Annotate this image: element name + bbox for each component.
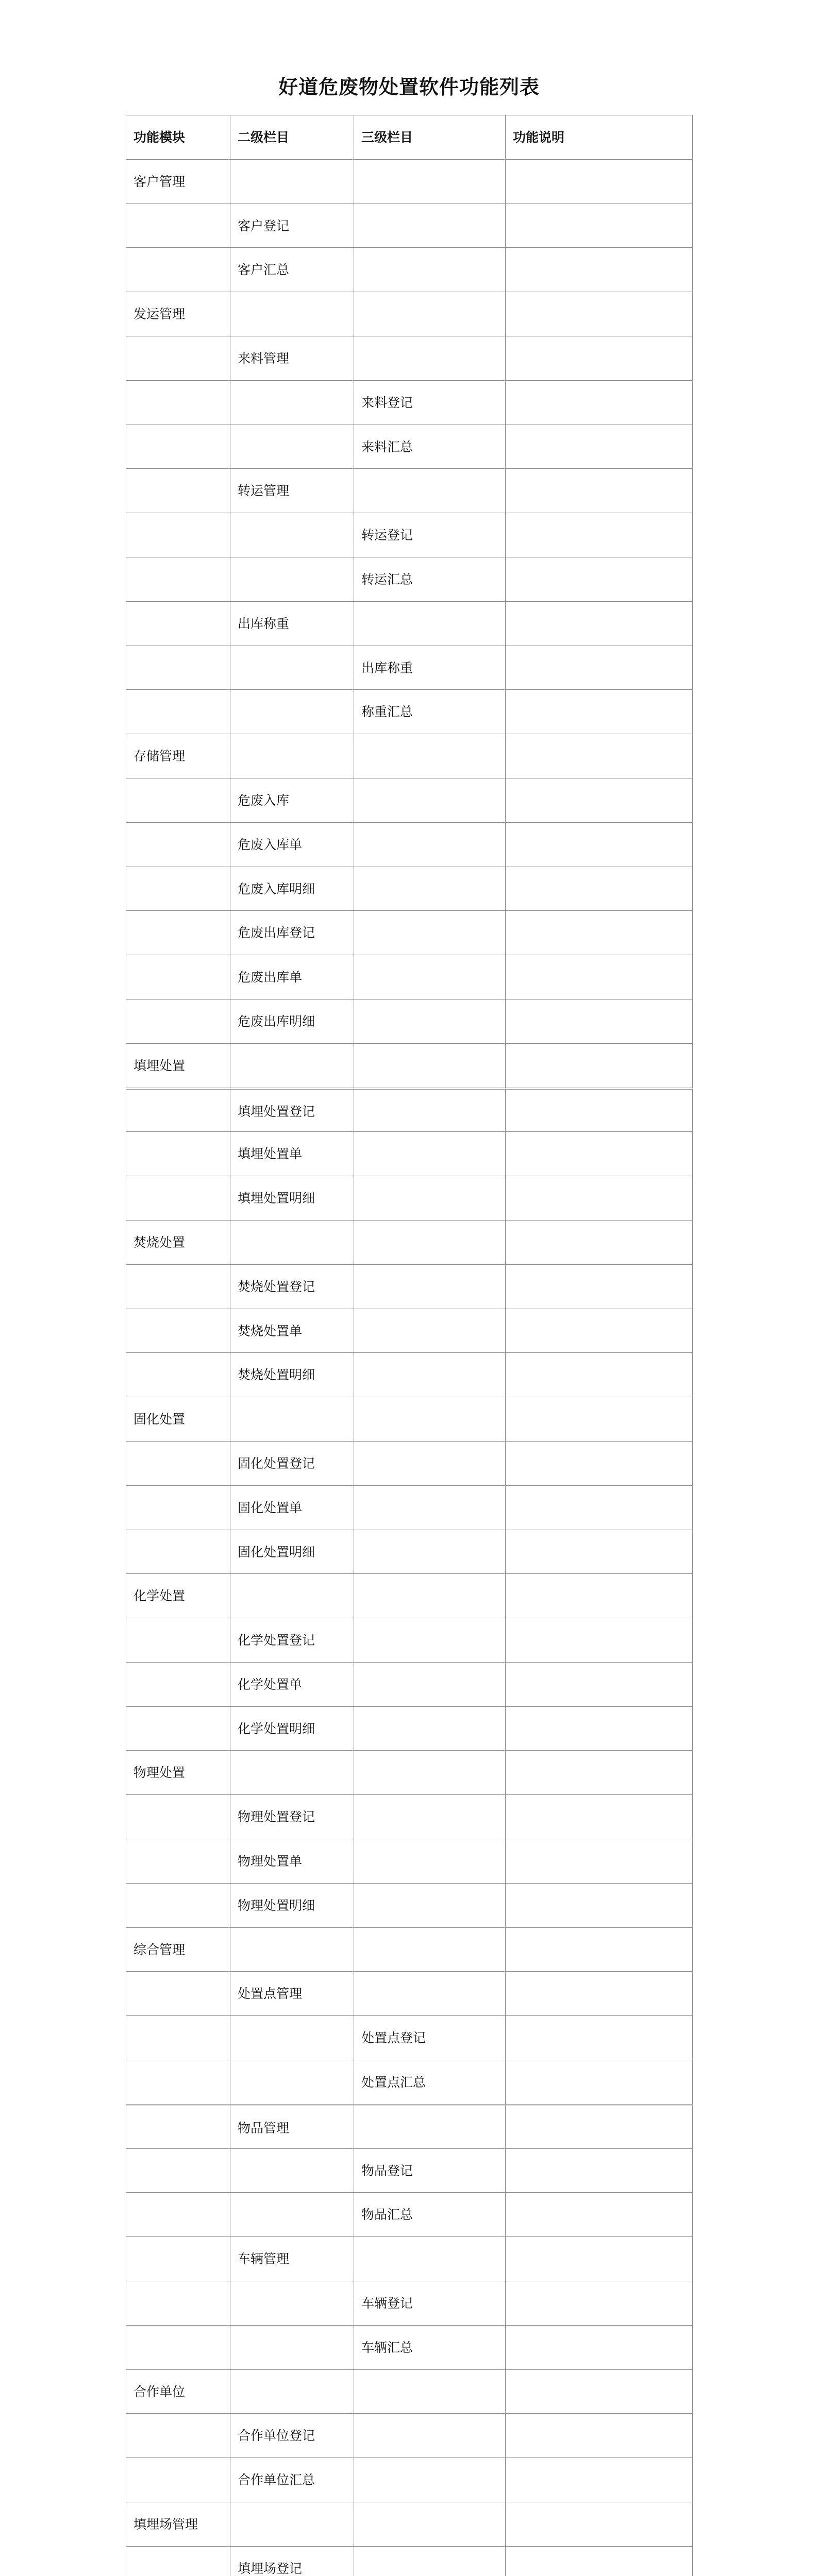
- cell-secondary-section: 危废入库明细: [230, 867, 354, 911]
- cell-tertiary-section: [354, 778, 505, 822]
- table-row: [126, 1220, 693, 1264]
- cell-function-description: [505, 1043, 693, 1088]
- cell-tertiary-section: 出库称重: [354, 646, 505, 690]
- cell-function-description: [505, 1618, 693, 1662]
- cell-function-description: [505, 1530, 693, 1574]
- cell-function-description: [505, 1485, 693, 1530]
- cell-function-module: [126, 380, 230, 425]
- cell-secondary-section: 物品管理: [230, 2104, 354, 2148]
- cell-function-description: [505, 204, 693, 248]
- cell-function-module: 填埋处置: [126, 1043, 230, 1088]
- cell-secondary-section: [230, 2281, 354, 2325]
- cell-secondary-section: 危废入库: [230, 778, 354, 822]
- cell-function-module: 合作单位: [126, 2369, 230, 2414]
- cell-function-module: [126, 2015, 230, 2060]
- cell-secondary-section: 填埋处置登记: [230, 1088, 354, 1132]
- cell-function-module: 存储管理: [126, 734, 230, 778]
- table-row: [126, 910, 693, 955]
- cell-function-description: [505, 1131, 693, 1176]
- cell-function-description: [505, 557, 693, 601]
- cell-secondary-section: [230, 2502, 354, 2546]
- cell-function-description: [505, 2015, 693, 2060]
- cell-function-module: [126, 1883, 230, 1927]
- cell-function-module: [126, 513, 230, 557]
- cell-tertiary-section: [354, 336, 505, 380]
- cell-secondary-section: 化学处置登记: [230, 1618, 354, 1662]
- cell-function-description: [505, 2104, 693, 2148]
- cell-function-module: [126, 2546, 230, 2576]
- cell-tertiary-section: [354, 1309, 505, 1353]
- cell-secondary-section: 固化处置明细: [230, 1530, 354, 1574]
- cell-secondary-section: [230, 557, 354, 601]
- cell-function-module: [126, 1530, 230, 1574]
- cell-secondary-section: [230, 513, 354, 557]
- cell-function-description: [505, 601, 693, 646]
- cell-function-module: [126, 689, 230, 734]
- cell-function-description: [505, 1662, 693, 1706]
- cell-secondary-section: 填埋处置明细: [230, 1176, 354, 1220]
- table-row: [126, 1618, 693, 1662]
- cell-function-module: [126, 1352, 230, 1397]
- cell-secondary-section: [230, 292, 354, 336]
- table-row: [126, 1662, 693, 1706]
- cell-function-module: [126, 955, 230, 999]
- cell-function-description: [505, 513, 693, 557]
- table-row: [126, 468, 693, 513]
- cell-function-description: [505, 1573, 693, 1618]
- cell-function-module: [126, 2281, 230, 2325]
- cell-function-description: [505, 425, 693, 469]
- cell-function-module: 固化处置: [126, 1397, 230, 1441]
- cell-tertiary-section: [354, 1927, 505, 1972]
- cell-tertiary-section: [354, 1485, 505, 1530]
- cell-function-description: [505, 1750, 693, 1794]
- cell-tertiary-section: 称重汇总: [354, 689, 505, 734]
- cell-function-module: [126, 2060, 230, 2104]
- cell-tertiary-section: 来料登记: [354, 380, 505, 425]
- cell-tertiary-section: 物品登记: [354, 2148, 505, 2193]
- table-row: [126, 1485, 693, 1530]
- cell-secondary-section: [230, 2148, 354, 2193]
- cell-secondary-section: 危废入库单: [230, 822, 354, 867]
- cell-function-description: [505, 1839, 693, 1883]
- cell-secondary-section: 物理处置登记: [230, 1794, 354, 1839]
- cell-secondary-section: 物理处置单: [230, 1839, 354, 1883]
- cell-tertiary-section: [354, 1794, 505, 1839]
- cell-function-module: 物理处置: [126, 1750, 230, 1794]
- cell-function-description: [505, 2546, 693, 2576]
- table-row: [126, 2546, 693, 2576]
- cell-function-module: 填埋场管理: [126, 2502, 230, 2546]
- cell-tertiary-section: 处置点汇总: [354, 2060, 505, 2104]
- table-row: [126, 646, 693, 690]
- cell-tertiary-section: [354, 1220, 505, 1264]
- cell-function-module: [126, 1971, 230, 2015]
- cell-function-module: 客户管理: [126, 159, 230, 204]
- cell-secondary-section: [230, 380, 354, 425]
- cell-function-module: [126, 867, 230, 911]
- table-row: [126, 867, 693, 911]
- cell-function-description: [505, 2281, 693, 2325]
- cell-tertiary-section: [354, 1088, 505, 1132]
- cell-function-module: [126, 247, 230, 292]
- cell-tertiary-section: [354, 955, 505, 999]
- cell-function-description: [505, 1883, 693, 1927]
- cell-tertiary-section: 物品汇总: [354, 2192, 505, 2236]
- cell-function-description: [505, 2413, 693, 2458]
- cell-function-module: [126, 1618, 230, 1662]
- cell-function-module: [126, 2458, 230, 2502]
- cell-function-description: [505, 1794, 693, 1839]
- cell-function-description: [505, 1706, 693, 1751]
- cell-tertiary-section: [354, 2458, 505, 2502]
- table-row: [126, 2502, 693, 2546]
- cell-tertiary-section: 处置点登记: [354, 2015, 505, 2060]
- cell-secondary-section: 出库称重: [230, 601, 354, 646]
- table-row: [126, 1043, 693, 1088]
- cell-secondary-section: [230, 734, 354, 778]
- cell-function-module: [126, 1088, 230, 1132]
- cell-secondary-section: [230, 1220, 354, 1264]
- table-row: [126, 247, 693, 292]
- table-row: [126, 2325, 693, 2369]
- cell-function-description: [505, 2236, 693, 2281]
- table-row: [126, 2060, 693, 2104]
- cell-secondary-section: 车辆管理: [230, 2236, 354, 2281]
- cell-tertiary-section: [354, 822, 505, 867]
- header-function-module: 功能模块: [126, 115, 230, 159]
- cell-function-module: [126, 1839, 230, 1883]
- cell-tertiary-section: [354, 2369, 505, 2414]
- cell-tertiary-section: [354, 1750, 505, 1794]
- table-row: [126, 2369, 693, 2414]
- cell-function-description: [505, 1352, 693, 1397]
- cell-function-module: 综合管理: [126, 1927, 230, 1972]
- cell-function-description: [505, 336, 693, 380]
- table-row: [126, 734, 693, 778]
- cell-function-description: [505, 159, 693, 204]
- cell-function-description: [505, 689, 693, 734]
- cell-secondary-section: [230, 159, 354, 204]
- cell-secondary-section: [230, 2060, 354, 2104]
- cell-secondary-section: [230, 2325, 354, 2369]
- cell-secondary-section: [230, 1573, 354, 1618]
- cell-tertiary-section: [354, 910, 505, 955]
- cell-secondary-section: [230, 646, 354, 690]
- cell-function-description: [505, 1264, 693, 1309]
- cell-function-description: [505, 822, 693, 867]
- cell-function-description: [505, 1397, 693, 1441]
- cell-function-module: [126, 1264, 230, 1309]
- table-row: [126, 689, 693, 734]
- cell-function-description: [505, 2192, 693, 2236]
- cell-secondary-section: [230, 2192, 354, 2236]
- cell-tertiary-section: [354, 1352, 505, 1397]
- cell-tertiary-section: [354, 159, 505, 204]
- cell-function-description: [505, 1927, 693, 1972]
- table-row: [126, 1088, 693, 1132]
- cell-function-module: [126, 910, 230, 955]
- cell-function-description: [505, 247, 693, 292]
- table-row: [126, 2458, 693, 2502]
- cell-tertiary-section: 转运登记: [354, 513, 505, 557]
- cell-secondary-section: [230, 1750, 354, 1794]
- cell-tertiary-section: [354, 1530, 505, 1574]
- cell-function-module: [126, 2192, 230, 2236]
- cell-secondary-section: 转运管理: [230, 468, 354, 513]
- cell-secondary-section: 来料管理: [230, 336, 354, 380]
- cell-secondary-section: [230, 689, 354, 734]
- cell-tertiary-section: [354, 734, 505, 778]
- cell-function-module: [126, 2236, 230, 2281]
- table-row: [126, 1927, 693, 1972]
- table-row: [126, 557, 693, 601]
- table-row: [126, 159, 693, 204]
- cell-function-description: [505, 2369, 693, 2414]
- cell-tertiary-section: [354, 2236, 505, 2281]
- cell-tertiary-section: [354, 1573, 505, 1618]
- table-row: [126, 2236, 693, 2281]
- cell-function-description: [505, 468, 693, 513]
- cell-function-description: [505, 380, 693, 425]
- table-header-row: [126, 115, 693, 159]
- cell-function-module: [126, 601, 230, 646]
- cell-function-module: [126, 2413, 230, 2458]
- cell-secondary-section: 焚烧处置明细: [230, 1352, 354, 1397]
- table-row: [126, 1750, 693, 1794]
- cell-secondary-section: 合作单位登记: [230, 2413, 354, 2458]
- table-row: [126, 1706, 693, 1751]
- cell-function-module: [126, 468, 230, 513]
- table-row: [126, 336, 693, 380]
- cell-tertiary-section: [354, 1131, 505, 1176]
- cell-secondary-section: [230, 2369, 354, 2414]
- cell-function-module: [126, 336, 230, 380]
- cell-secondary-section: [230, 1397, 354, 1441]
- table-row: [126, 778, 693, 822]
- cell-tertiary-section: 转运汇总: [354, 557, 505, 601]
- cell-function-module: [126, 1662, 230, 1706]
- cell-function-description: [505, 292, 693, 336]
- cell-tertiary-section: [354, 468, 505, 513]
- cell-tertiary-section: [354, 2104, 505, 2148]
- table-row: [126, 1573, 693, 1618]
- table-row: [126, 2281, 693, 2325]
- table-row: [126, 380, 693, 425]
- cell-function-description: [505, 734, 693, 778]
- cell-function-module: [126, 1176, 230, 1220]
- table-row: [126, 2104, 693, 2148]
- table-row: [126, 292, 693, 336]
- cell-secondary-section: 处置点管理: [230, 1971, 354, 2015]
- cell-tertiary-section: [354, 1706, 505, 1751]
- cell-secondary-section: [230, 425, 354, 469]
- cell-function-description: [505, 910, 693, 955]
- cell-function-module: [126, 1794, 230, 1839]
- cell-tertiary-section: [354, 999, 505, 1043]
- cell-function-module: [126, 646, 230, 690]
- cell-function-description: [505, 2502, 693, 2546]
- table-row: [126, 204, 693, 248]
- function-list-table: [126, 115, 693, 2576]
- cell-function-description: [505, 955, 693, 999]
- table-row: [126, 1530, 693, 1574]
- cell-tertiary-section: 车辆登记: [354, 2281, 505, 2325]
- table-row: [126, 1264, 693, 1309]
- cell-function-module: 焚烧处置: [126, 1220, 230, 1264]
- cell-tertiary-section: [354, 1883, 505, 1927]
- cell-function-description: [505, 2458, 693, 2502]
- cell-secondary-section: 合作单位汇总: [230, 2458, 354, 2502]
- cell-tertiary-section: 车辆汇总: [354, 2325, 505, 2369]
- cell-secondary-section: 危废出库明细: [230, 999, 354, 1043]
- cell-function-description: [505, 1309, 693, 1353]
- table-row: [126, 1794, 693, 1839]
- cell-function-module: [126, 2148, 230, 2193]
- cell-function-module: 发运管理: [126, 292, 230, 336]
- cell-function-module: [126, 557, 230, 601]
- header-tertiary-section: 三级栏目: [354, 115, 505, 159]
- cell-secondary-section: [230, 1043, 354, 1088]
- cell-secondary-section: 固化处置登记: [230, 1441, 354, 1485]
- cell-function-module: [126, 204, 230, 248]
- cell-tertiary-section: [354, 292, 505, 336]
- cell-secondary-section: 化学处置单: [230, 1662, 354, 1706]
- cell-secondary-section: 填埋场登记: [230, 2546, 354, 2576]
- cell-function-module: [126, 1485, 230, 1530]
- cell-tertiary-section: [354, 601, 505, 646]
- table-row: [126, 1309, 693, 1353]
- cell-function-module: [126, 425, 230, 469]
- header-function-description: 功能说明: [505, 115, 693, 159]
- header-secondary-section: 二级栏目: [230, 115, 354, 159]
- cell-secondary-section: 焚烧处置单: [230, 1309, 354, 1353]
- cell-function-module: [126, 778, 230, 822]
- cell-secondary-section: [230, 2015, 354, 2060]
- cell-secondary-section: 化学处置明细: [230, 1706, 354, 1751]
- cell-function-description: [505, 999, 693, 1043]
- cell-function-description: [505, 2325, 693, 2369]
- cell-secondary-section: 物理处置明细: [230, 1883, 354, 1927]
- cell-function-module: [126, 822, 230, 867]
- cell-tertiary-section: [354, 2502, 505, 2546]
- table-row: [126, 955, 693, 999]
- cell-tertiary-section: [354, 1618, 505, 1662]
- table-row: [126, 1883, 693, 1927]
- cell-tertiary-section: [354, 2546, 505, 2576]
- cell-function-description: [505, 2060, 693, 2104]
- cell-secondary-section: 填埋处置单: [230, 1131, 354, 1176]
- cell-secondary-section: 焚烧处置登记: [230, 1264, 354, 1309]
- cell-tertiary-section: [354, 1264, 505, 1309]
- cell-tertiary-section: [354, 1043, 505, 1088]
- cell-tertiary-section: [354, 1441, 505, 1485]
- table-row: [126, 1352, 693, 1397]
- cell-function-module: [126, 1441, 230, 1485]
- cell-secondary-section: 危废出库登记: [230, 910, 354, 955]
- table-row: [126, 2192, 693, 2236]
- cell-tertiary-section: [354, 2413, 505, 2458]
- table-row: [126, 2413, 693, 2458]
- table-row: [126, 822, 693, 867]
- table-row: [126, 601, 693, 646]
- table-row: [126, 513, 693, 557]
- cell-tertiary-section: [354, 1839, 505, 1883]
- cell-tertiary-section: 来料汇总: [354, 425, 505, 469]
- table-row: [126, 2015, 693, 2060]
- cell-function-description: [505, 1176, 693, 1220]
- table-row: [126, 1839, 693, 1883]
- cell-tertiary-section: [354, 204, 505, 248]
- table-row: [126, 2148, 693, 2193]
- cell-function-description: [505, 778, 693, 822]
- cell-function-description: [505, 867, 693, 911]
- cell-secondary-section: 危废出库单: [230, 955, 354, 999]
- cell-function-module: [126, 999, 230, 1043]
- cell-secondary-section: 固化处置单: [230, 1485, 354, 1530]
- cell-function-module: [126, 2325, 230, 2369]
- table-row: [126, 1397, 693, 1441]
- cell-function-module: [126, 1309, 230, 1353]
- table-row: [126, 1131, 693, 1176]
- cell-tertiary-section: [354, 1662, 505, 1706]
- cell-tertiary-section: [354, 867, 505, 911]
- cell-tertiary-section: [354, 1397, 505, 1441]
- table-row: [126, 1176, 693, 1220]
- document-title: 好道危废物处置软件功能列表: [278, 76, 540, 98]
- cell-tertiary-section: [354, 247, 505, 292]
- cell-function-description: [505, 2148, 693, 2193]
- cell-secondary-section: 客户登记: [230, 204, 354, 248]
- cell-function-description: [505, 1088, 693, 1132]
- table-row: [126, 999, 693, 1043]
- cell-function-description: [505, 1220, 693, 1264]
- cell-function-description: [505, 1441, 693, 1485]
- cell-secondary-section: [230, 1927, 354, 1972]
- cell-function-description: [505, 646, 693, 690]
- table-row: [126, 1971, 693, 2015]
- table-row: [126, 425, 693, 469]
- cell-tertiary-section: [354, 1971, 505, 2015]
- table-row: [126, 1441, 693, 1485]
- cell-tertiary-section: [354, 1176, 505, 1220]
- cell-function-description: [505, 1971, 693, 2015]
- cell-function-module: [126, 1131, 230, 1176]
- cell-function-module: 化学处置: [126, 1573, 230, 1618]
- cell-function-module: [126, 2104, 230, 2148]
- cell-secondary-section: 客户汇总: [230, 247, 354, 292]
- cell-function-module: [126, 1706, 230, 1751]
